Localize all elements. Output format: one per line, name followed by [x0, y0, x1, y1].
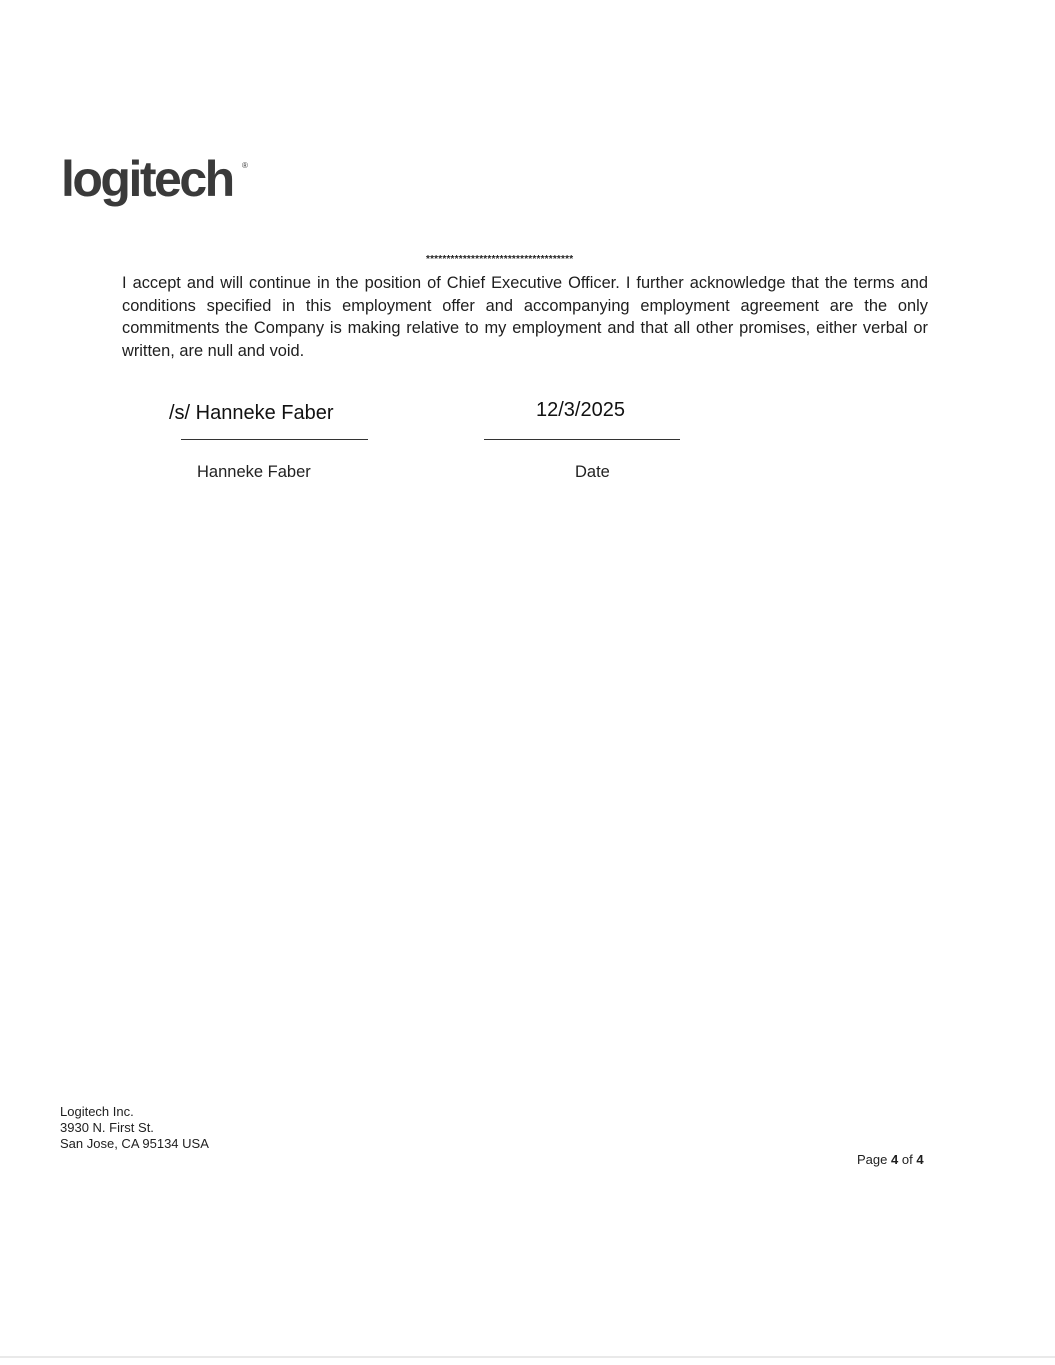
signature-line-name: [181, 439, 368, 440]
signature-date-label: Date: [575, 463, 610, 481]
signature-name-value: /s/ Hanneke Faber: [169, 402, 334, 424]
logitech-logo: [61, 146, 251, 216]
scan-edge-divider: [0, 1356, 1055, 1358]
page-middle: of: [901, 1152, 913, 1167]
page-current: 4: [891, 1152, 899, 1167]
page-prefix: Page: [857, 1152, 888, 1167]
page-total: 4: [916, 1152, 924, 1167]
address-line: San Jose, CA 95134 USA: [60, 1136, 209, 1151]
page-number: [857, 1152, 924, 1167]
separator-asterisks: ************************************: [426, 254, 574, 265]
logitech-logo-image: [61, 146, 251, 216]
address-line: 3930 N. First St.: [60, 1120, 154, 1135]
footer-address: [60, 1104, 209, 1152]
address-line: Logitech Inc.: [60, 1104, 134, 1119]
signature-date-value: 12/3/2025: [536, 399, 625, 421]
signature-line-date: [484, 439, 680, 440]
logo-wordmark: logitech: [61, 151, 233, 207]
signature-name-label: Hanneke Faber: [197, 463, 311, 481]
acceptance-statement: I accept and will continue in the position of Chief Executive Officer. I further acknowledge that the terms and conditions specified in this employment offer and accompanying employment agreement are the only commitments the Company is making relative to my employment and that all other promises, either verbal or written, are null and void.: [122, 274, 928, 361]
registered-mark: ®: [242, 161, 248, 170]
